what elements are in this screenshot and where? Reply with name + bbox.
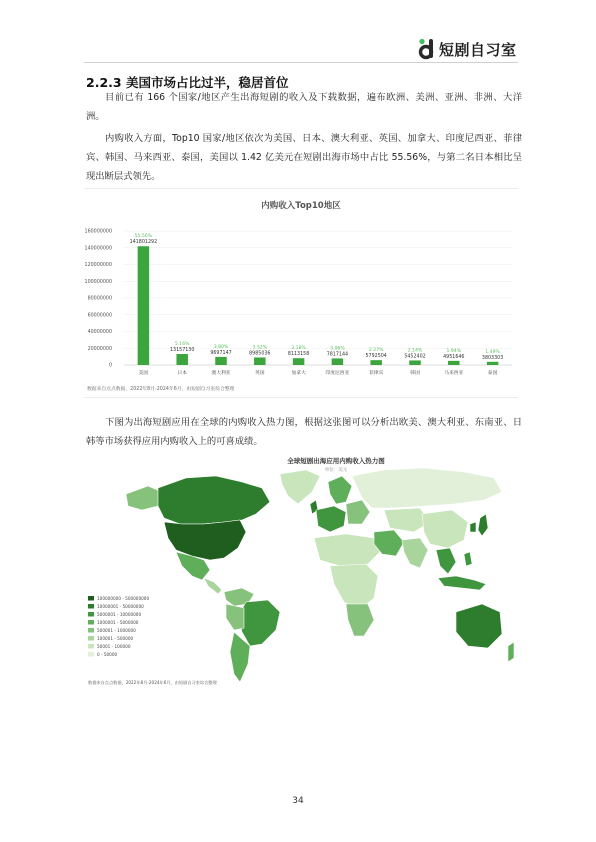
chart-source-note: 数据来自点点数据，2022年8月-2024年6月，由短剧自习室综合整理: [87, 387, 235, 392]
bar-percent-label: 3.52%: [252, 345, 268, 351]
legend-swatch: [88, 628, 94, 633]
x-tick-label: 菲律宾: [368, 371, 384, 376]
paragraph-heatmap-intro: 下图为出海短剧应用在全球的内购收入热力图，根据这张图可以分析出欧美、澳大利亚、东南亚、日韩等市场获得应用内购收入上的可喜成绩。: [86, 417, 522, 447]
y-tick-label: 40000000: [87, 330, 112, 336]
region-greenland: [280, 470, 320, 504]
bar-value-label: 7817144: [326, 352, 349, 358]
region-philippines: [464, 552, 472, 566]
legend-swatch: [88, 652, 94, 657]
bar-percent-label: 2.14%: [407, 348, 423, 354]
bar-percent-label: 3.06%: [330, 346, 345, 352]
map-source-note: 数据来自点点数据，2022年8月-2024年6月，由短剧自习室综合整理: [88, 680, 217, 685]
legend-label: 50001 - 100000: [97, 644, 131, 649]
bar-3: [254, 357, 265, 365]
bar-4: [293, 358, 305, 365]
bar-7: [409, 360, 421, 365]
bar-value-label: 8985036: [249, 351, 271, 357]
legend-label: 10000001 - 50000000: [97, 604, 144, 609]
region-korea: [470, 522, 476, 532]
region-australia: [456, 604, 502, 648]
header-divider: [84, 62, 518, 63]
region-new-zealand: [508, 642, 514, 662]
bar-6: [370, 360, 382, 365]
page-number: 34: [292, 796, 304, 806]
legend-label: 1000001 - 5000000: [97, 620, 139, 625]
bar-percent-label: 2.27%: [368, 348, 384, 354]
legend-label: 100000000 - 500000000: [97, 596, 150, 601]
legend-label: 5000001 - 10000000: [97, 612, 142, 617]
y-tick-label: 140000000: [84, 246, 112, 252]
region-russia: [352, 468, 502, 508]
legend-label: 100001 - 500000: [97, 636, 134, 641]
bar-value-label: 141801292: [129, 240, 158, 246]
paragraph-top10: 内购收入方面，Top10 国家/地区依次为美国、日本、澳大利亚、英国、加拿大、印度尼西亚、菲律宾、韩国、马来西亚、泰国，美国以 1.42 亿美元在短剧出海市场中占比 55.56%，与第二名日本相比呈现出断层式领先。: [86, 133, 522, 182]
x-tick-label: 马来西亚: [444, 371, 464, 376]
region-alaska: [126, 486, 162, 510]
region-southern-africa: [346, 604, 374, 636]
bar-5: [332, 358, 344, 365]
region-china: [422, 510, 468, 548]
legend-label: 500001 - 1000000: [97, 628, 136, 633]
x-tick-label: 韩国: [410, 371, 420, 376]
y-tick-label: 160000000: [84, 229, 112, 235]
map-subtitle: 单位：美元: [324, 468, 348, 473]
region-scandinavia: [328, 476, 352, 504]
region-north-africa: [314, 534, 380, 566]
y-tick-label: 60000000: [87, 313, 112, 319]
y-tick-label: 20000000: [87, 346, 112, 352]
region-eastern-europe: [346, 500, 370, 524]
x-tick-label: 日本: [177, 371, 188, 376]
x-tick-label: 印度尼西亚: [325, 371, 350, 376]
bar-value-label: 9697147: [210, 350, 232, 356]
region-usa: [164, 520, 246, 560]
bar-percent-label: 3.18%: [291, 346, 306, 352]
region-western-europe: [316, 506, 346, 532]
legend-swatch: [88, 620, 94, 625]
y-tick-label: 120000000: [84, 263, 112, 269]
bar-value-label: 5452402: [404, 354, 426, 360]
legend-label: 0 - 50000: [97, 652, 118, 657]
bar-percent-label: 5.16%: [174, 341, 190, 347]
bar-chart-figure: [84, 188, 518, 398]
paragraph-coverage: 目前已有 166 个国家/地区产生出海短剧的收入及下载数据，遍布欧洲、美洲、亚洲、非洲、大洋洲。: [86, 92, 522, 122]
x-tick-label: 英国: [254, 371, 265, 376]
legend-swatch: [88, 596, 94, 601]
region-peru-bolivia: [226, 604, 244, 630]
bar-percent-label: 3.80%: [213, 344, 229, 350]
brand-logo-text: 短剧自习室: [439, 40, 517, 59]
world-heatmap: [84, 452, 518, 688]
brand-logo: [418, 38, 517, 60]
y-tick-label: 100000000: [84, 279, 112, 285]
y-tick-label: 0: [108, 363, 112, 369]
x-tick-label: 澳大利亚: [211, 371, 231, 376]
map-legend: [88, 596, 149, 657]
world-map-shapes: [126, 468, 514, 682]
region-japan: [478, 514, 488, 536]
chart-title: 内购收入Top10地区: [261, 201, 341, 211]
bar-value-label: 4951646: [443, 354, 465, 360]
bar-9: [487, 362, 499, 365]
bar-chart: [84, 189, 518, 397]
bar-value-label: 13157130: [169, 347, 195, 353]
legend-swatch: [88, 612, 94, 617]
bar-value-label: 3803303: [481, 355, 504, 361]
y-tick-label: 80000000: [87, 296, 112, 302]
bar-percent-label: 1.49%: [485, 349, 500, 355]
legend-swatch: [88, 644, 94, 649]
heatmap-figure: [84, 452, 518, 688]
brand-logo-icon: [418, 38, 436, 60]
region-canada: [158, 476, 270, 524]
region-indonesia: [438, 576, 486, 590]
bar-1: [176, 354, 188, 365]
bar-8: [448, 361, 460, 365]
bar-value-label: 5792504: [365, 354, 387, 360]
bar-percent-label: 1.94%: [446, 348, 462, 354]
bar-2: [215, 357, 227, 365]
map-title: 全球短剧出海应用内购收入热力图: [287, 457, 385, 465]
region-central-africa: [330, 564, 378, 610]
region-india: [402, 538, 428, 568]
x-tick-label: 美国: [138, 371, 149, 376]
legend-swatch: [88, 604, 94, 609]
bar-percent-label: 55.56%: [134, 234, 153, 240]
x-tick-label: 泰国: [487, 371, 498, 376]
section-title: 2.2.3 美国市场占比过半，稳居首位: [86, 75, 289, 90]
region-central-america: [204, 578, 222, 594]
bar-0: [138, 246, 150, 365]
region-southeast-asia: [436, 548, 456, 574]
bar-value-label: 8113158: [287, 352, 310, 358]
legend-swatch: [88, 636, 94, 641]
x-tick-label: 加拿大: [291, 371, 306, 376]
